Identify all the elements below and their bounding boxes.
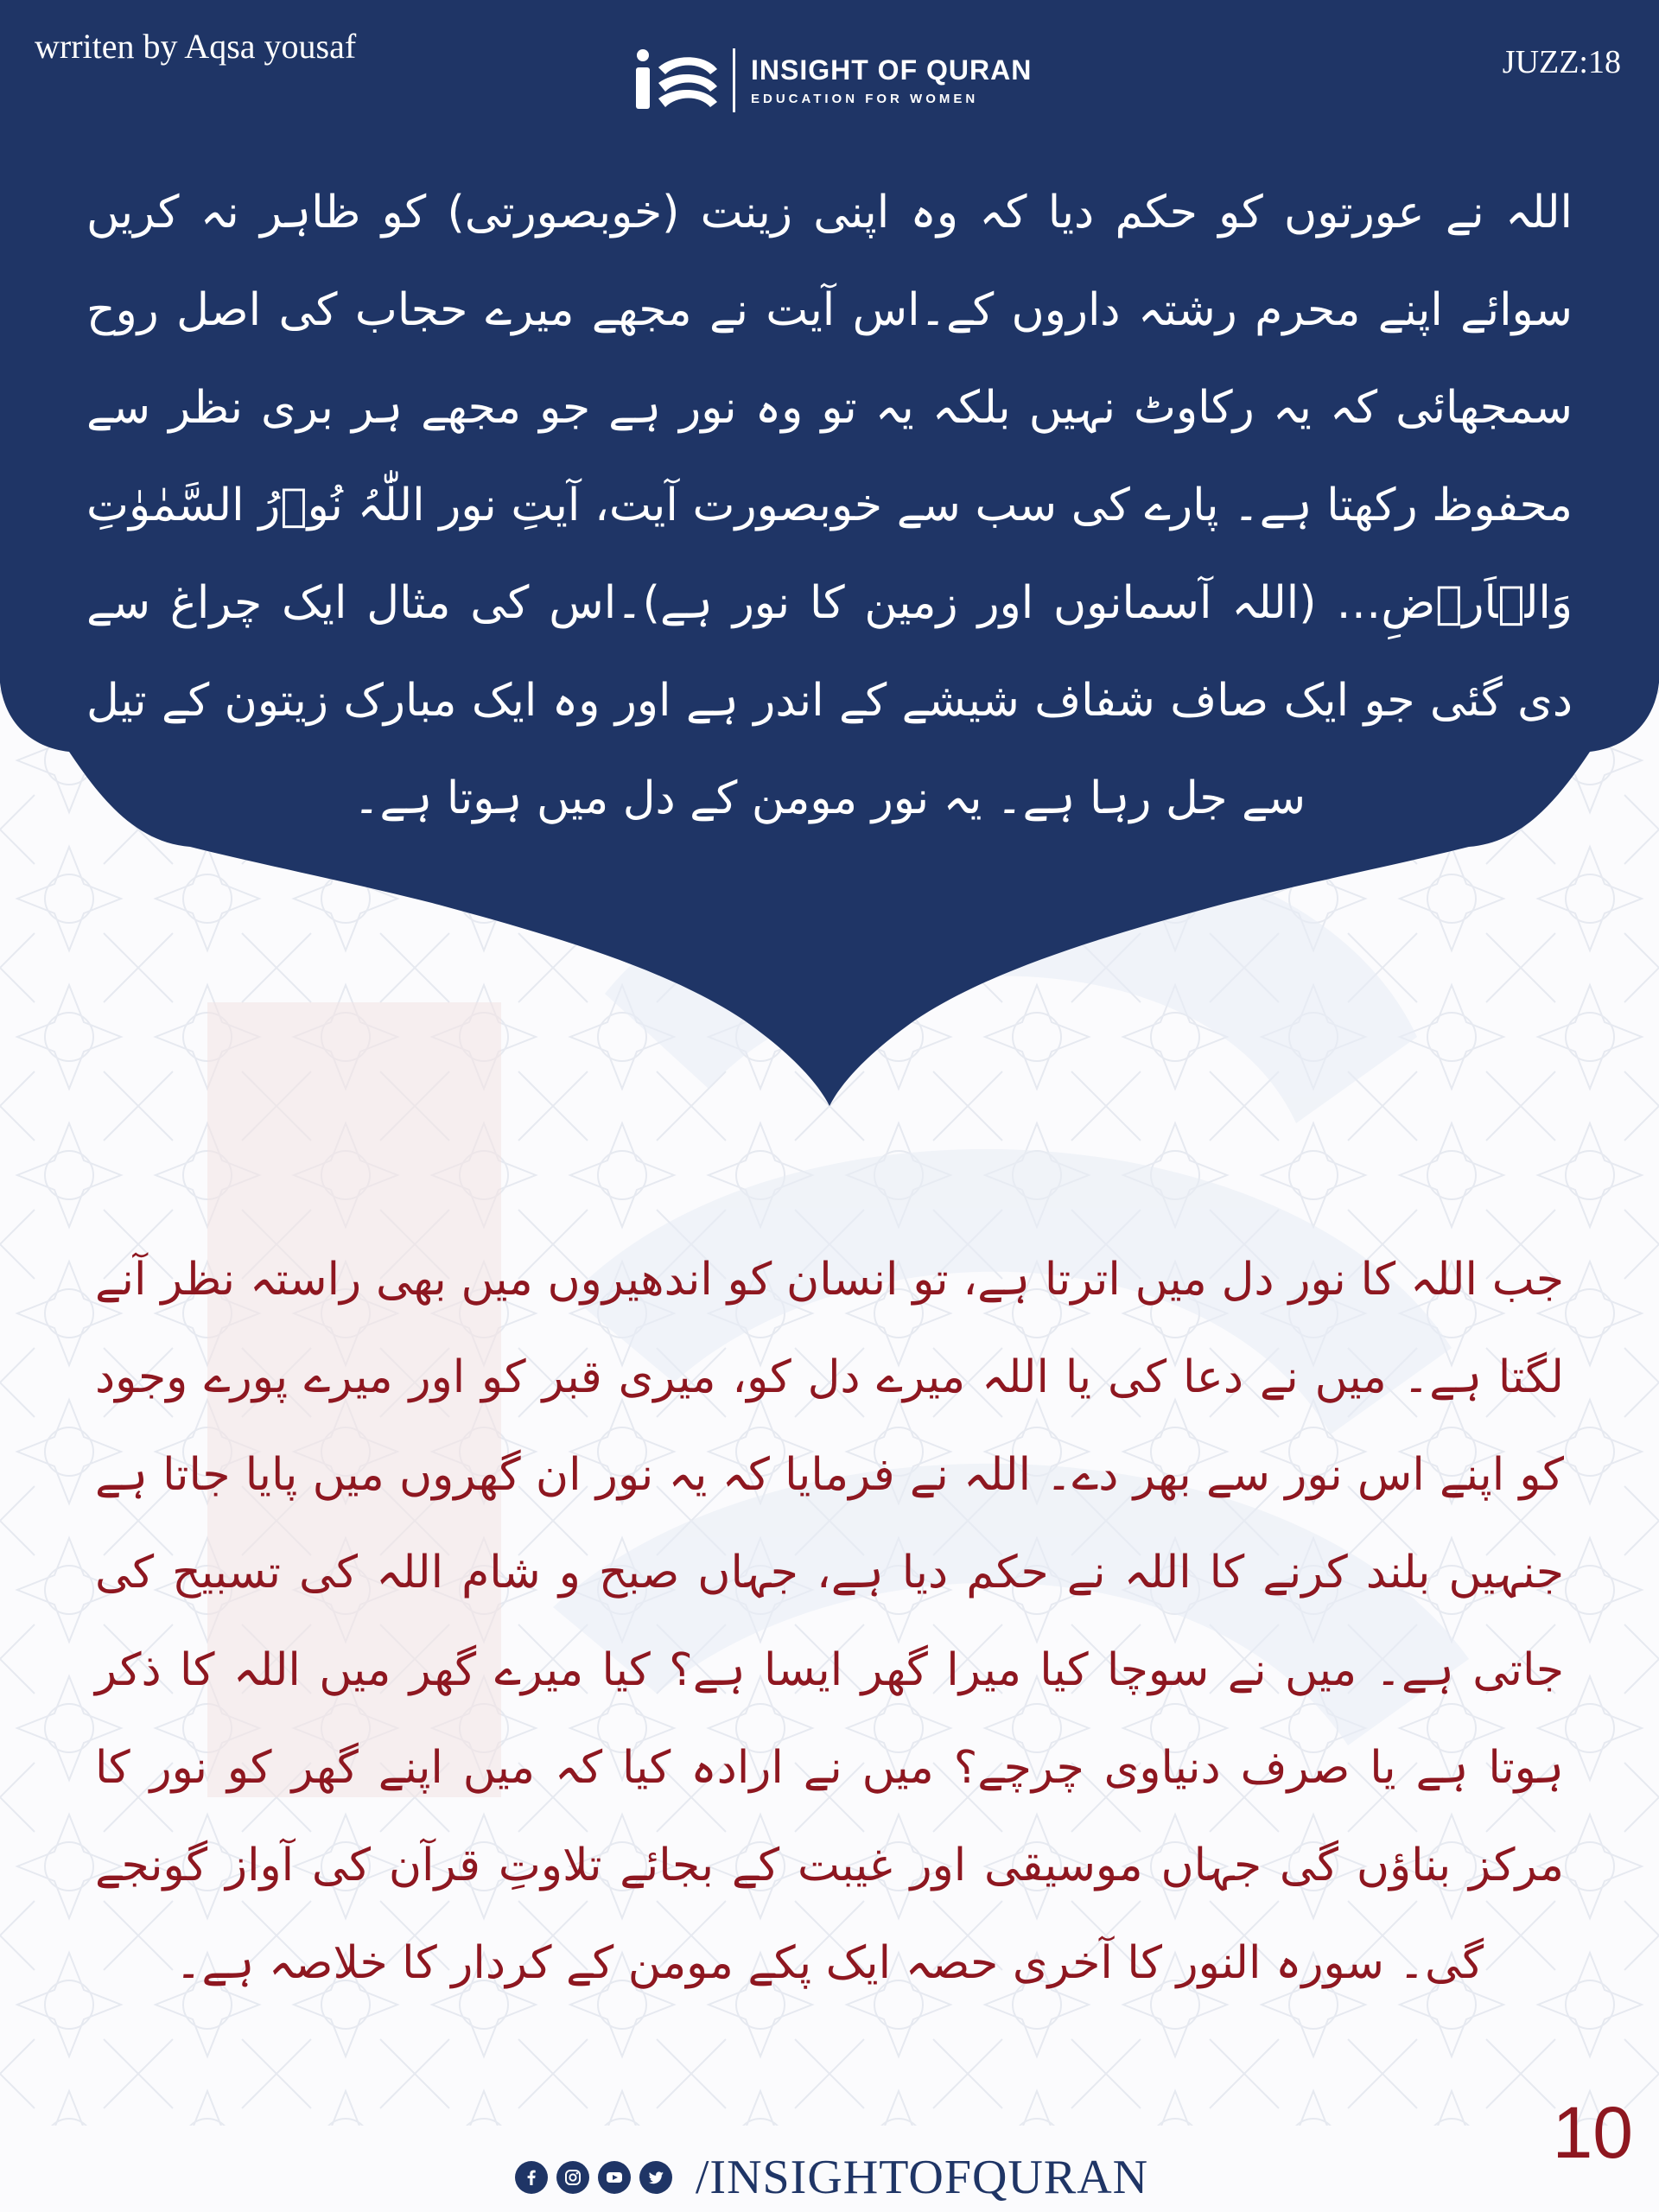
author-credit: wrriten by Aqsa yousaf <box>35 27 357 66</box>
bottom-paragraph: جب اللہ کا نور دل میں اترتا ہے، تو انسان کو اندھیروں میں بھی راستہ نظر آنے لگتا ہے۔ میں نے دعا کی یا اللہ میرے دل کو، میری قبر کو اور میرے پورے وجود کو اپنے اس نور سے بھر دے۔ اللہ نے فرمایا کہ یہ نور ان گھروں میں پایا جاتا ہے جنہیں بلند کرنے کا اللہ نے حکم دیا ہے، جہاں صبح و شام اللہ کی تسبیح کی جاتی ہے۔ میں نے سوچا کیا میرا گھر ایسا ہے؟ کیا میرے گھر میں اللہ کا ذکر ہوتا ہے یا صرف دنیاوی چرچے؟ میں نے ارادہ کیا کہ میں اپنے گھر کو نور کا مرکز بناؤں گی جہاں موسیقی اور غیبت کے بجائے تلاوتِ قرآن کی آواز گونجے گی۔ سورہ النور کا آخری حصہ ایک پکے مومن کے کردار کا خلاصہ ہے۔ <box>95 1254 1564 1989</box>
twitter-icon[interactable] <box>639 2161 672 2194</box>
social-handle[interactable]: /INSIGHTOFQURAN <box>695 2151 1149 2204</box>
insight-logo-icon <box>631 41 726 119</box>
juzz-label: JUZZ:18 <box>1502 44 1621 80</box>
brand-divider <box>733 48 735 112</box>
brand-name: INSIGHT OF QURAN <box>751 54 1033 86</box>
brand-tagline: EDUCATION FOR WOMEN <box>751 92 979 106</box>
social-footer <box>0 2152 1659 2203</box>
top-paragraph: اللہ نے عورتوں کو حکم دیا کہ وہ اپنی زینت (خوبصورتی) کو ظاہر نہ کریں سوائے اپنے محرم رشتہ داروں کے۔اس آیت نے مجھے میرے حجاب کی اصل روح سمجھائی کہ یہ رکاوٹ نہیں بلکہ یہ تو وہ نور ہے جو مجھے ہر بری نظر سے محفوظ رکھتا ہے۔ پارے کی سب سے خوبصورت آیت، آیتِ نور اللّٰہُ نُوۡرُ السَّمٰوٰتِ وَالۡاَرۡضِ… (اللہ آسمانوں اور زمین کا نور ہے)۔اس کی مثال ایک چراغ سے دی گئی جو ایک صاف شفاف شیشے کے اندر ہے اور وہ ایک مبارک زیتون کے تیل سے جل رہا ہے۔ یہ نور مومن کے دل میں ہوتا ہے۔ <box>86 187 1573 824</box>
page-number: 10 <box>1552 2092 1633 2173</box>
instagram-icon[interactable] <box>556 2161 589 2194</box>
brand-header <box>631 41 1032 119</box>
brand-text <box>751 54 1032 106</box>
youtube-icon[interactable] <box>598 2161 631 2194</box>
facebook-icon[interactable] <box>515 2161 548 2194</box>
